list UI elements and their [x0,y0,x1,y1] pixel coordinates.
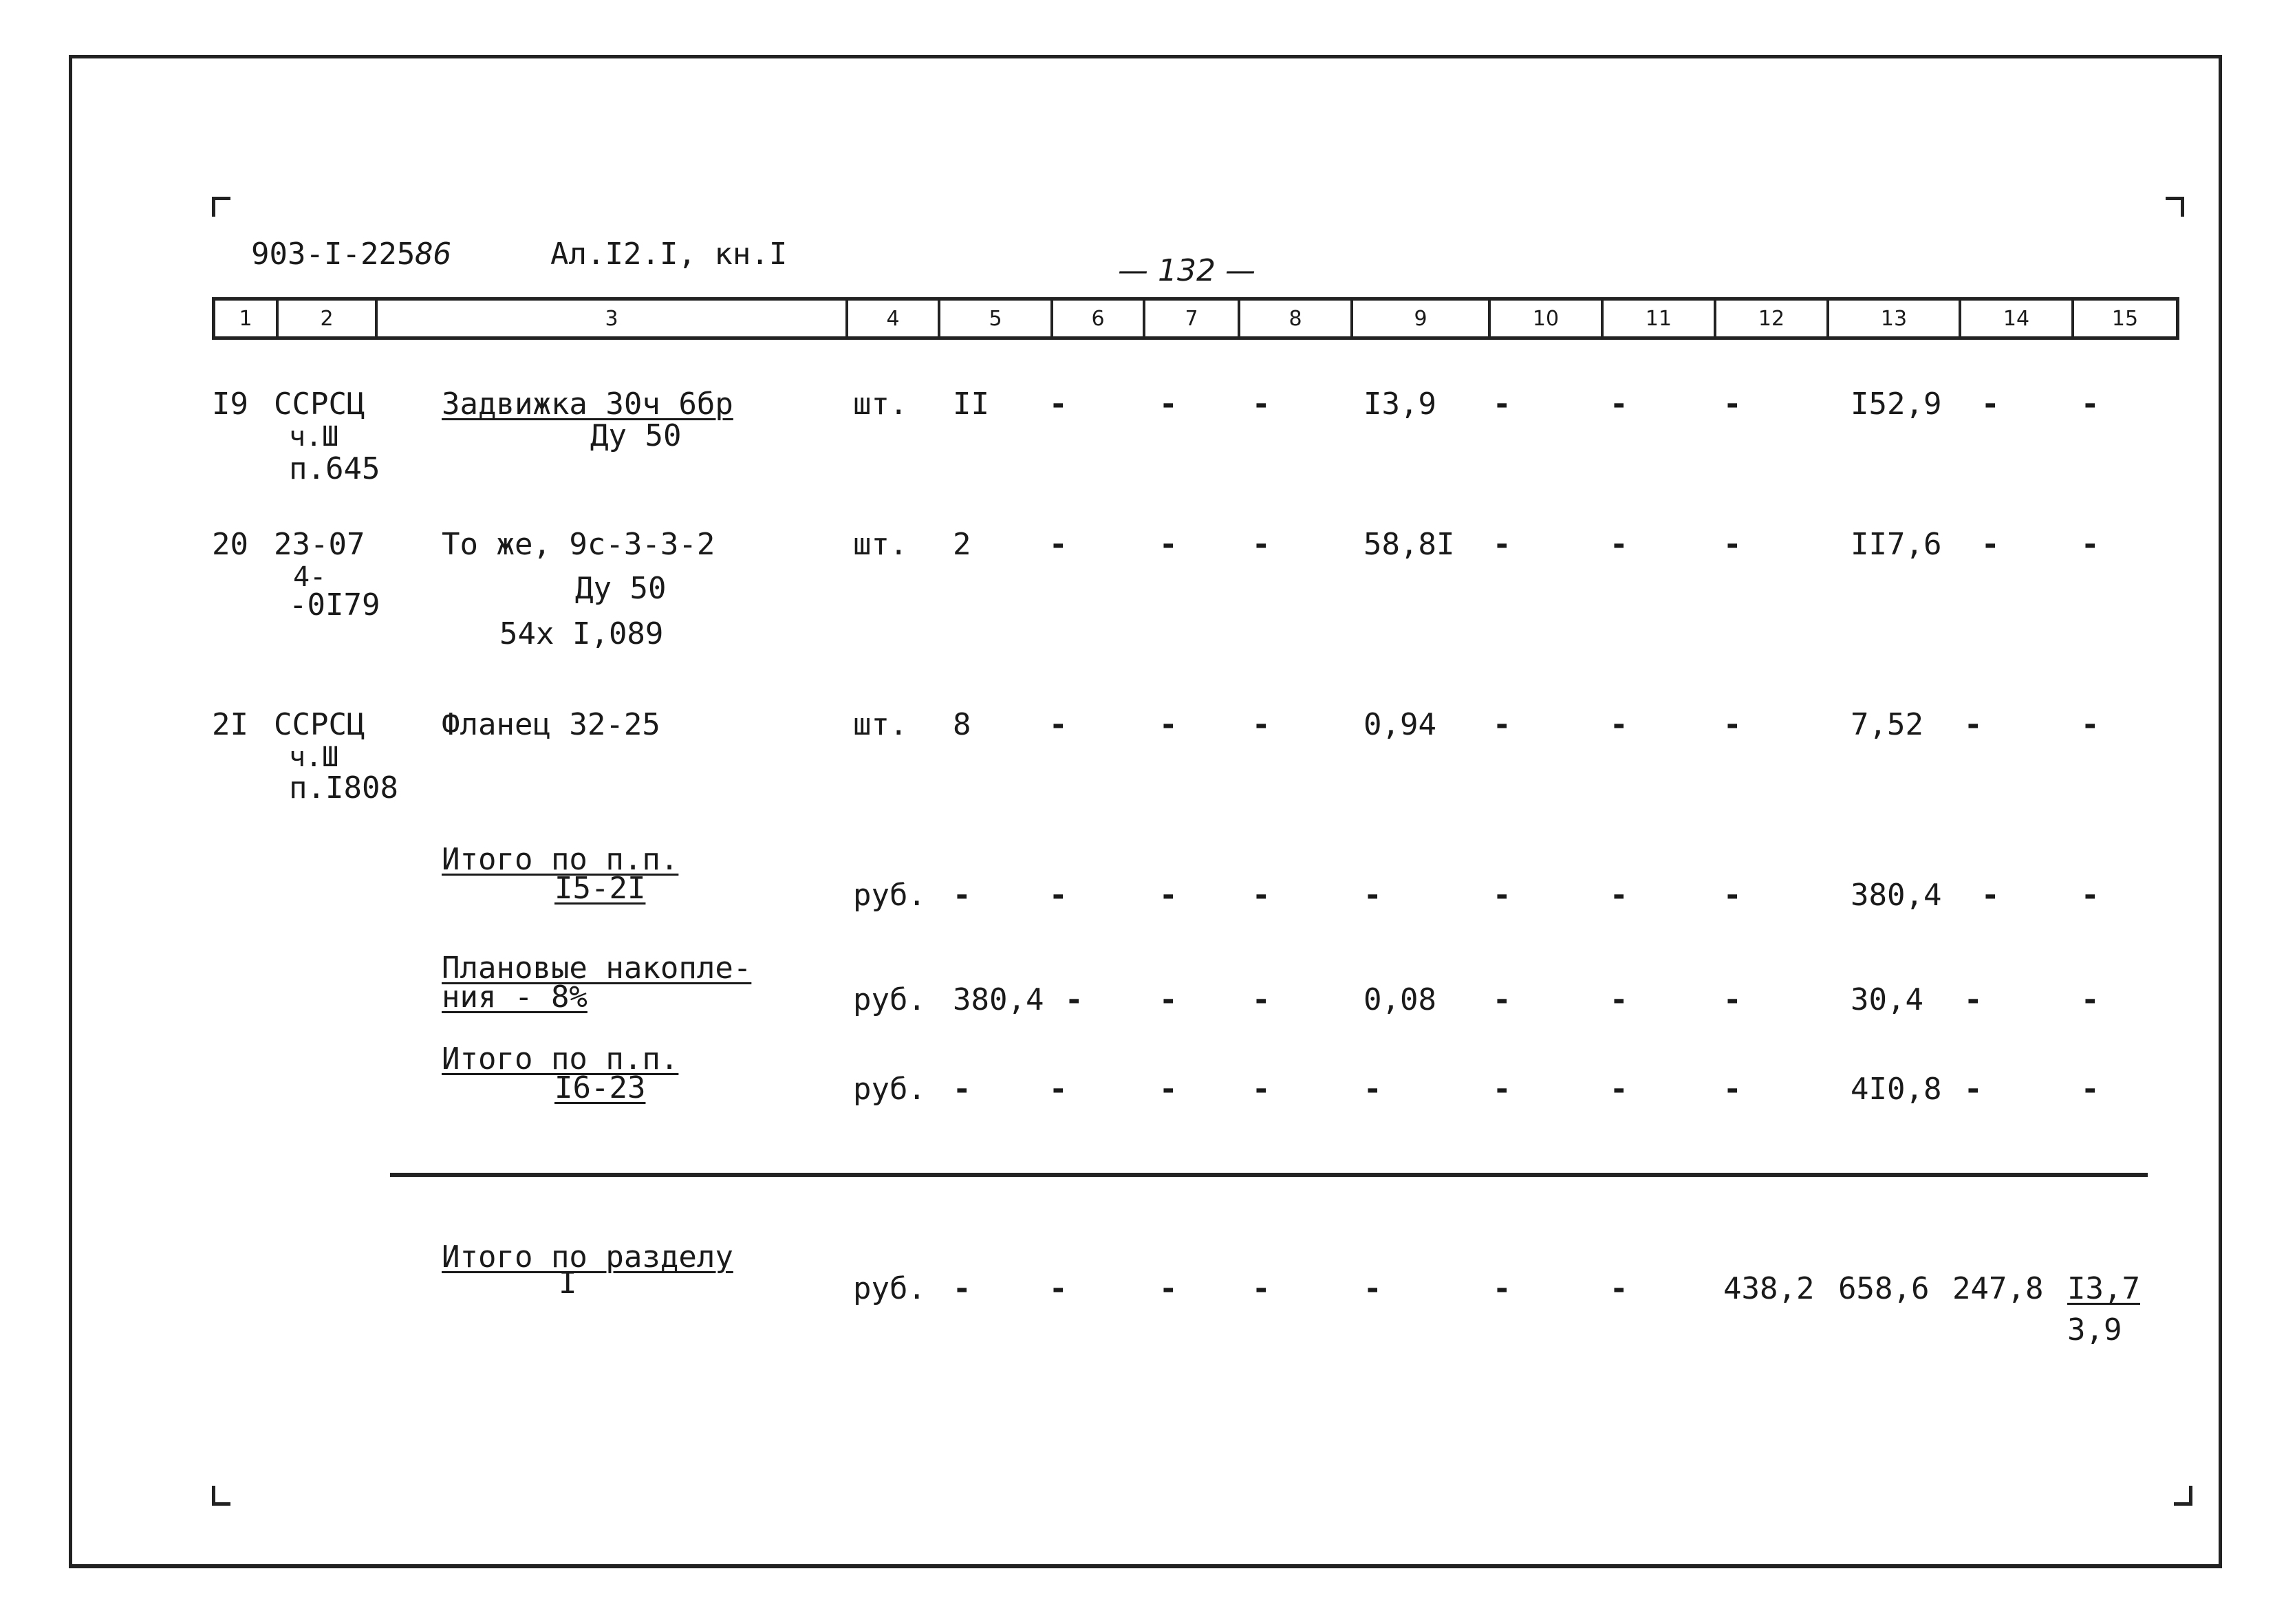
item-name: То же, 9с-3-3-2 [442,527,715,562]
unit: руб. [853,1072,926,1107]
cell-col8: - [1252,527,1271,562]
cell-col14: 247,8 [1952,1271,2044,1306]
cell-col15: I3,7 [2067,1271,2140,1306]
cell-col11: - [1610,387,1628,422]
column-number: 13 [1829,301,1961,336]
cell-col5: - [953,878,971,913]
column-number: 6 [1053,301,1145,336]
column-number: 1 [215,301,279,336]
unit: шт. [853,527,908,562]
corner-mark-top-left [212,197,230,217]
cell-col10: - [1493,527,1511,562]
cell-col7: - [1159,1072,1178,1107]
item-name: 54х I,089 [499,616,664,651]
cell-col5: - [953,1072,971,1107]
cell-col5: 2 [953,527,971,562]
cell-col8: - [1252,707,1271,742]
row-number: 2I [212,707,248,742]
price-code: ч.Ш [289,741,339,773]
cell-col7: - [1159,387,1178,422]
corner-mark-bottom-left [212,1486,230,1506]
cell-col6: - [1049,1271,1068,1306]
cell-col9: 0,94 [1363,707,1436,742]
cell-col13: 30,4 [1851,982,1923,1017]
price-code: 23-07 [274,527,365,562]
cell-col9: - [1363,878,1382,913]
cell-col5: - [953,1271,971,1306]
cell-col12: - [1723,982,1742,1017]
corner-mark-top-right [2166,197,2184,217]
price-code: ССРСЦ [274,707,365,742]
price-code: -0I79 [289,587,380,622]
cell-col15: - [2081,387,2100,422]
column-number: 7 [1145,301,1240,336]
cell-col14: - [1964,1072,1983,1107]
cell-col10: - [1493,1271,1511,1306]
cell-col13: II7,6 [1851,527,1942,562]
item-name: I [559,1266,577,1301]
cell-col8: - [1252,1072,1271,1107]
item-name: Задвижка 30ч 6бр [442,387,733,422]
page-number: — 132 — [1118,253,1255,288]
cell-col15: - [2081,707,2100,742]
column-number: 12 [1716,301,1829,336]
cell-col6: - [1065,982,1083,1017]
cell-col8: - [1252,982,1271,1017]
unit: руб. [853,1271,926,1306]
cell-col7: - [1159,878,1178,913]
cell-col7: - [1159,1271,1178,1306]
cell-col11: - [1610,878,1628,913]
cell-col9: I3,9 [1363,387,1436,422]
cell-col12: - [1723,707,1742,742]
item-name: Итого по п.п. [442,842,679,877]
column-number: 14 [1961,301,2074,336]
cell-col9: - [1363,1072,1382,1107]
cell-col13: 658,6 [1838,1271,1930,1306]
item-name: Ду 50 [590,418,682,453]
column-header [212,297,2179,340]
cell-col5: 8 [953,707,971,742]
column-number: 9 [1353,301,1491,336]
item-name: ния - 8% [442,979,587,1015]
cell-col11: - [1610,527,1628,562]
column-number: 15 [2111,306,2139,331]
cell-col10: - [1493,1072,1511,1107]
price-code: п.645 [289,451,380,486]
cell-col9: 0,08 [1363,982,1436,1017]
cell-col7: - [1159,982,1178,1017]
cell-col15-second: 3,9 [2067,1312,2122,1347]
column-number: 4 [848,301,940,336]
cell-col8: - [1252,1271,1271,1306]
cell-col11: - [1610,982,1628,1017]
column-number: 5 [940,301,1053,336]
cell-col10: - [1493,878,1511,913]
cell-col12: - [1723,387,1742,422]
cell-col12: 438,2 [1723,1271,1815,1306]
doc-code: 903-I-22586 [251,237,452,272]
section-divider [390,1173,2148,1177]
price-code: п.I808 [289,770,398,805]
cell-col13: I52,9 [1851,387,1942,422]
cell-col11: - [1610,1271,1628,1306]
cell-col12: - [1723,878,1742,913]
cell-col11: - [1610,1072,1628,1107]
cell-col10: - [1493,982,1511,1017]
row-number: I9 [212,387,248,422]
cell-col6: - [1049,1072,1068,1107]
cell-col13: 4I0,8 [1851,1072,1942,1107]
unit: шт. [853,707,908,742]
cell-col14: - [1964,982,1983,1017]
corner-mark-bottom-right [2174,1486,2192,1506]
item-name: Плановые накопле- [442,951,752,986]
cell-col5: II [953,387,989,422]
cell-col9: 58,8I [1363,527,1455,562]
cell-col13: 380,4 [1851,878,1942,913]
item-name: Ду 50 [575,571,667,606]
cell-col15: - [2081,982,2100,1017]
price-code: ССРСЦ [274,387,365,422]
cell-col6: - [1049,707,1068,742]
album-ref: Ал.I2.I, кн.I [550,237,788,272]
cell-col14: - [1981,878,2000,913]
price-code: 4- [293,561,327,593]
cell-col12: - [1723,1072,1742,1107]
cell-col14: - [1981,527,2000,562]
cell-col15: - [2081,527,2100,562]
cell-col6: - [1049,527,1068,562]
row-number: 20 [212,527,248,562]
cell-col12: - [1723,527,1742,562]
cell-col5: 380,4 [953,982,1044,1017]
doc-code-handwritten: 86 [415,237,452,272]
item-name: Итого по разделу [442,1239,733,1275]
cell-col7: - [1159,527,1178,562]
item-name: I6-23 [554,1070,646,1105]
unit: руб. [853,878,926,913]
cell-col6: - [1049,878,1068,913]
cell-col15: - [2081,878,2100,913]
price-code: ч.Ш [289,421,339,453]
cell-col14: - [1981,387,2000,422]
column-number: 8 [1240,301,1353,336]
item-name: Фланец 32-25 [442,707,660,742]
cell-col8: - [1252,878,1271,913]
cell-col8: - [1252,387,1271,422]
unit: шт. [853,387,908,422]
cell-col7: - [1159,707,1178,742]
column-number: 11 [1604,301,1716,336]
item-name: Итого по п.п. [442,1041,679,1076]
column-number: 3 [378,301,848,336]
column-number: 10 [1491,301,1604,336]
cell-col13: 7,52 [1851,707,1923,742]
cell-col15: - [2081,1072,2100,1107]
cell-col9: - [1363,1271,1382,1306]
cell-col6: - [1049,387,1068,422]
column-number: 2 [279,301,378,336]
unit: руб. [853,982,926,1017]
cell-col11: - [1610,707,1628,742]
cell-col10: - [1493,707,1511,742]
item-name: I5-2I [554,871,646,906]
cell-col14: - [1964,707,1983,742]
cell-col10: - [1493,387,1511,422]
